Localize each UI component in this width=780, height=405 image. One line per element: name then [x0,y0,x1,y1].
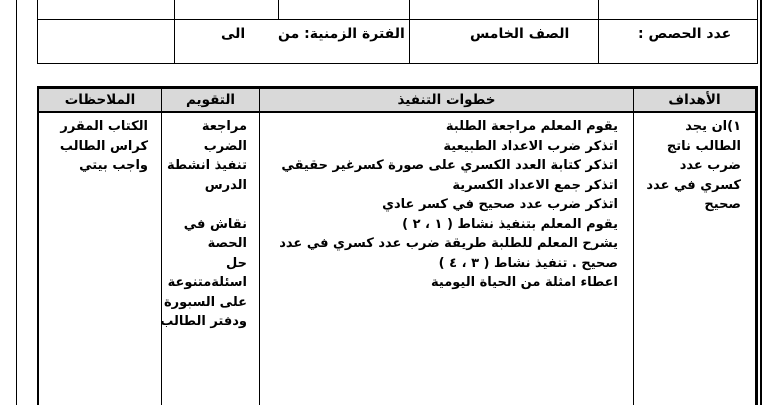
evaluation-line: مراجعة [201,119,247,134]
evaluation-line: اسئلةمتنوعة [167,275,247,290]
lesson-plan-table [37,86,758,405]
step-line: يقوم المعلم مراجعة الطلبة [445,119,618,134]
evaluation-line: تنفيذ انشطة [167,158,247,173]
header-notes: الملاحظات [39,89,161,111]
lesson-info-table [37,0,758,64]
step-line: اتذكر كتابة العدد الكسري على صورة كسرغير حقيقي [281,158,618,173]
goal-line: ضرب عدد [679,158,741,173]
goals-cell [637,117,741,215]
header-steps: خطوات التنفيذ [260,89,633,111]
header-evaluation: التقويم [162,89,259,111]
header-goals: الأهداف [634,89,755,111]
notes-cell [30,117,148,176]
goal-line: ١)ان يجد [685,119,741,134]
evaluation-line: الدرس [204,177,247,193]
evaluation-line: حل [226,255,247,271]
grade-label: الصف الخامس [470,26,570,42]
evaluation-line: الحصة [207,236,247,251]
step-line: اعطاء امثلة من الحياة اليومية [431,275,618,290]
evaluation-line: على السبورة [163,294,247,310]
evaluation-line: نقاش في [183,216,247,232]
step-line: صحيح . تنفيذ نشاط ( ٣ ، ٤ ) [438,255,618,271]
notes-line: واجب بيتي [79,158,148,173]
goal-line: الطالب ناتج [666,138,741,154]
sessions-count-label: عدد الحصص : [638,26,732,42]
page-margin-line-right [760,0,762,405]
goal-line: صحيح [704,197,741,212]
evaluation-line [151,195,247,215]
evaluation-line: ودفتر الطالب [160,314,247,329]
notes-line: الكتاب المقرر [60,119,148,134]
evaluation-cell [151,117,247,332]
step-line: اتذكر ضرب الاعداد الطبيعية [443,138,618,154]
page-margin-line-left [16,0,17,405]
notes-line: كراس الطالب [59,138,148,154]
period-to-label: الى [221,26,246,42]
step-line: اتذكر جمع الاعداد الكسرية [452,177,618,193]
steps-cell [258,117,618,293]
evaluation-line: الضرب [203,138,247,154]
goal-line: كسري في عدد [646,177,741,193]
period-from-label: الفترة الزمنية: من [278,26,405,42]
step-line: يقوم المعلم بتنفيذ نشاط ( ١ ، ٢ ) [402,216,618,232]
step-line: اتذكر ضرب عدد صحيح في كسر عادي [382,197,618,212]
step-line: يشرح المعلم للطلبة طريقة ضرب عدد كسري في عدد [279,236,618,251]
